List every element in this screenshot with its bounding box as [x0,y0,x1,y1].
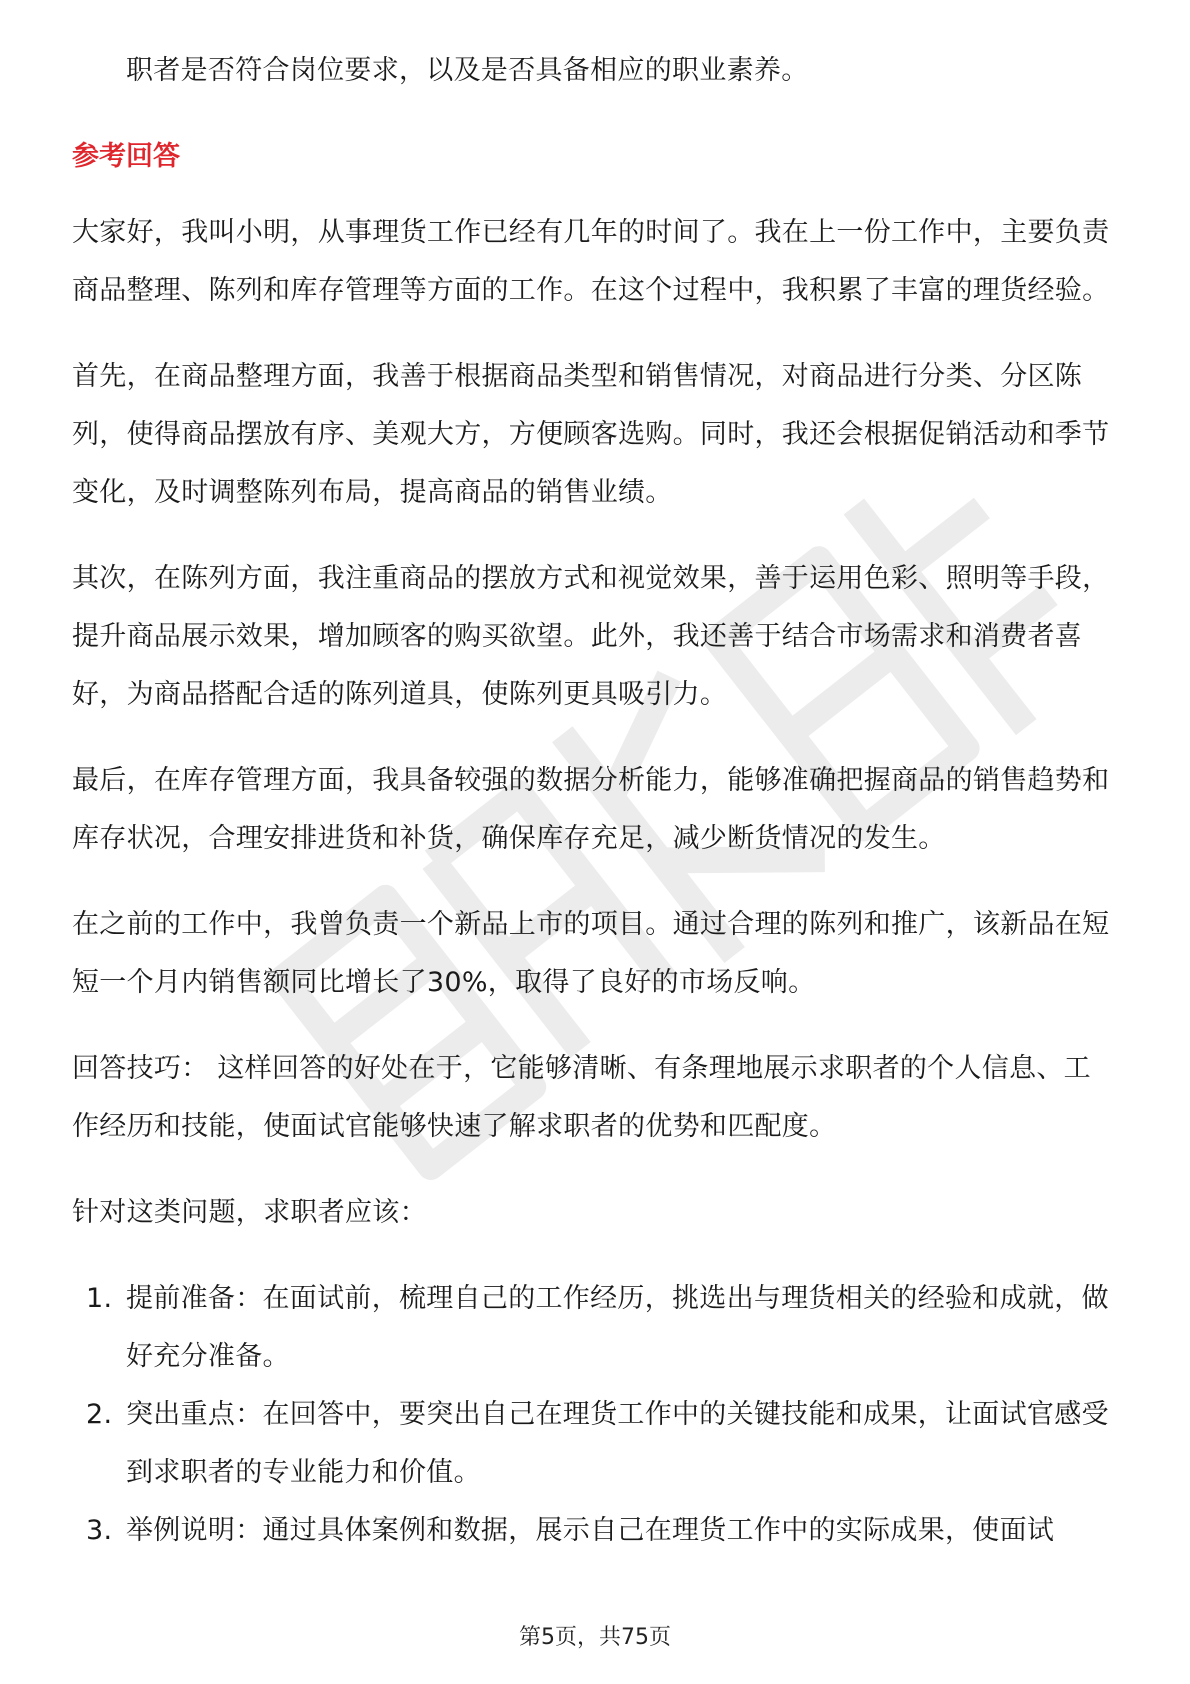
list-item-text: 举例说明：通过具体案例和数据，展示自己在理货工作中的实际成果，使面试 [126,1515,1055,1546]
list-item [72,1270,1118,1386]
section-heading: 参考回答 [72,141,180,172]
paragraph-5: 在之前的工作中，我曾负责一个新品上市的项目。通过合理的陈列和推广，该新品在短短一个月内销售额同比增长了30%，取得了良好的市场反响。 [72,909,1110,998]
paragraph-2: 首先，在商品整理方面，我善于根据商品类型和销售情况，对商品进行分类、分区陈列，使得商品摆放有序、美观大方，方便顾客选购。同时，我还会根据促销活动和季节变化，及时调整陈列布局，提高商品的销售业绩。 [72,361,1110,508]
list-item-text: 突出重点：在回答中，要突出自己在理货工作中的关键技能和成果，让面试官感受到求职者的专业能力和价值。 [126,1399,1109,1488]
paragraph-lead: 针对这类问题，求职者应该： [72,1197,427,1228]
main-content [72,42,1118,1560]
page-number-footer: 第5页，共75页 [519,1625,671,1650]
list-item [72,1386,1118,1502]
list-number: 2. [86,1399,113,1430]
paragraph-tips: 回答技巧： 这样回答的好处在于，它能够清晰、有条理地展示求职者的个人信息、工作经历和技能，使面试官能够快速了解求职者的优势和匹配度。 [72,1053,1091,1142]
paragraph-4: 最后，在库存管理方面，我具备较强的数据分析能力，能够准确把握商品的销售趋势和库存状况，合理安排进货和补货，确保库存充足，减少断货情况的发生。 [72,765,1110,854]
list-item [72,1502,1118,1560]
paragraph-1: 大家好，我叫小明，从事理货工作已经有几年的时间了。我在上一份工作中，主要负责商品整理、陈列和库存管理等方面的工作。在这个过程中，我积累了丰富的理货经验。 [72,217,1110,306]
intro-tail-text: 职者是否符合岗位要求，以及是否具备相应的职业素养。 [126,55,809,86]
advice-list [72,1270,1118,1560]
paragraph-3: 其次，在陈列方面，我注重商品的摆放方式和视觉效果，善于运用色彩、照明等手段，提升商品展示效果，增加顾客的购买欲望。此外，我还善于结合市场需求和消费者喜好，为商品搭配合适的陈列道具，使陈列更具吸引力。 [72,563,1110,710]
list-number: 1. [86,1283,113,1314]
list-number: 3. [86,1515,113,1546]
list-item-text: 提前准备：在面试前，梳理自己的工作经历，挑选出与理货相关的经验和成就，做好充分准备。 [126,1283,1109,1372]
